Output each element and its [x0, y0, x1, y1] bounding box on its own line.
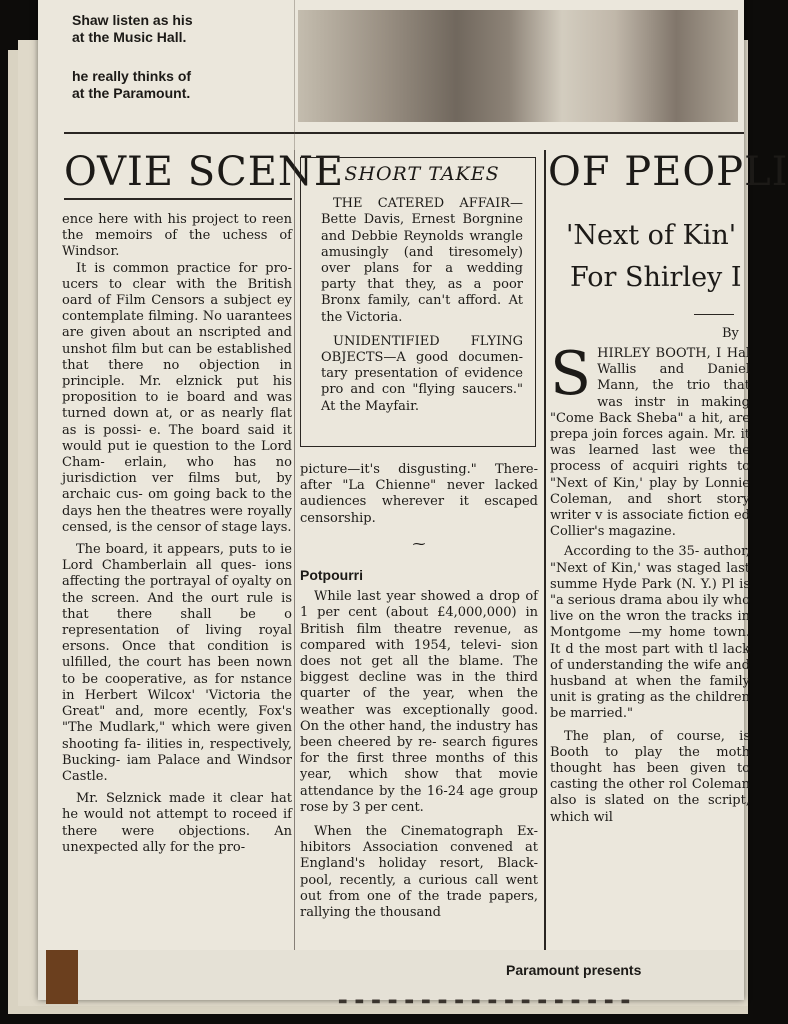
middle-column — [300, 462, 538, 950]
paragraph: THE CATERED AFFAIR— Bette Davis, Ernest Borgnine and Debbie Reynolds wrangle amusingly (and tiresomely) over plans for a wedding party that they, as a poor Bronx family, can't afford. At the Victoria. — [321, 196, 523, 325]
photo-caption-top: Shaw listen as his at the Music Hall. — [72, 12, 193, 45]
paragraph: Mr. Selznick made it clear hat he would not attempt to roceed if there were objections. An unexpected ally for the pro- — [62, 791, 292, 855]
paramount-presents: Paramount presents — [506, 962, 642, 978]
brown-tab — [46, 950, 78, 1004]
photo-caption-bottom: he really thinks of at the Paramount. — [72, 68, 192, 101]
drop-cap: S — [550, 339, 592, 409]
paragraph: ence here with his project to reen the memoirs of the uchess of Windsor. — [62, 212, 292, 260]
title-underline — [694, 314, 734, 315]
ornament-divider: ⁓ — [412, 536, 426, 552]
clipping-sheet — [38, 0, 788, 1007]
dash-row: ▬ ▬ ▬ ▬ ▬ ▬ ▬ ▬ ▬ ▬ ▬ ▬ ▬ ▬ ▬ ▬ ▬ ▬ — [338, 996, 633, 1007]
byline: By — [722, 326, 739, 341]
paragraph: When the Cinematograph Ex- hibitors Association convened at England's holiday resort, Black- pool, recently, a curious call went out from one of the trade papers, rallying the thousand — [300, 824, 538, 921]
left-column — [62, 212, 292, 950]
heading-underline — [64, 198, 292, 200]
fold-line — [294, 0, 295, 950]
photo-fragment — [298, 10, 738, 122]
short-takes-box — [300, 157, 536, 447]
potpourri-subhead: Potpourri — [300, 567, 363, 584]
article-title-line2: For Shirley I — [570, 262, 742, 293]
short-takes-title: SHORT TAKES — [344, 163, 500, 185]
column-rule — [544, 150, 546, 950]
paragraph: UNIDENTIFIED FLYING OBJECTS—A good documen- tary presentation of evidence pro and con "flying saucers." At the Mayfair. — [321, 333, 523, 414]
section-rule — [64, 132, 744, 134]
paragraph: The board, it appears, puts to ie Lord Chamberlain all ques- ions affecting the portrayal of oyalty on the screen. And the ourt rule is that there shall be o representation of living royal ersons. Once that condition is ulfilled, the court has been nown to be cooperative, as for nstance in Herbert Wilcox' 'Victoria the Great" and, more ecently, Fox's "The Mudlark," which were given shooting fa- ilities in, respectively, Bucking- iam Palace and Windsor Castle. — [62, 542, 292, 784]
right-column — [550, 339, 750, 950]
paragraph: picture—it's disgusting." There- after "La Chienne" never lacked audiences wherever it escaped censorship. — [300, 462, 538, 526]
paragraph: The plan, of course, is Booth to play the moth thought has been given to casting the other rol Coleman also is slated on the script, which wil — [550, 728, 750, 825]
paragraph: While last year showed a drop of 1 per cent (about £4,000,000) in British film theatre revenue, as compared with 1954, televi- sion does not get all the blame. The biggest decline was in the third quarter of the year, when the weather was exceptionally good. On the other hand, the industry has been cheered by re- search figures for the first three months of this year, which show that movie attendance by the 16-24 age group rose by 3 per cent. — [300, 589, 538, 815]
paragraph: It is common practice for pro- ucers to clear with the British oard of Film Censors a subject ey contemplate filming. No uarantees are given about an nscripted and unshot film but can be established that there no objection in principle. Mr. elznick put his proposition to ie board and was turned down at, or as nearly flat as is possi- e. The board said it would put ie question to the Lord Cham- erlain, who has no jurisdiction ver films but, by archaic cus- om going back to the days hen the theatres were royally censed, is the censor of stage lays. — [62, 260, 292, 535]
paragraph: S HIRLEY BOOTH, I Hal Wallis and Daniel Mann, the trio that was instr in making "Come Back Sheba" a hit, are prepa join forces again. Mr. it was learned last wee the process of acquiri rights to "Next of Kin,' play by Lonnie Coleman, and short story writer v is associate fiction ed Collier's magazine. — [550, 339, 750, 540]
movie-scene-heading: OVIE SCENE — [64, 149, 345, 195]
of-people-heading: OF PEOPLI — [548, 149, 788, 195]
paragraph: According to the 35- author, "Next of Kin,' was staged last summe Hyde Park (N. Y.) Pl is "a serious drama abou ily who live on the wron the tracks in Montgome —my home town. It d the most part with tl lack of understanding the wife and husband at when the family unit is grating as the children be married." — [550, 544, 750, 722]
article-title-line1: 'Next of Kin' — [566, 220, 737, 251]
